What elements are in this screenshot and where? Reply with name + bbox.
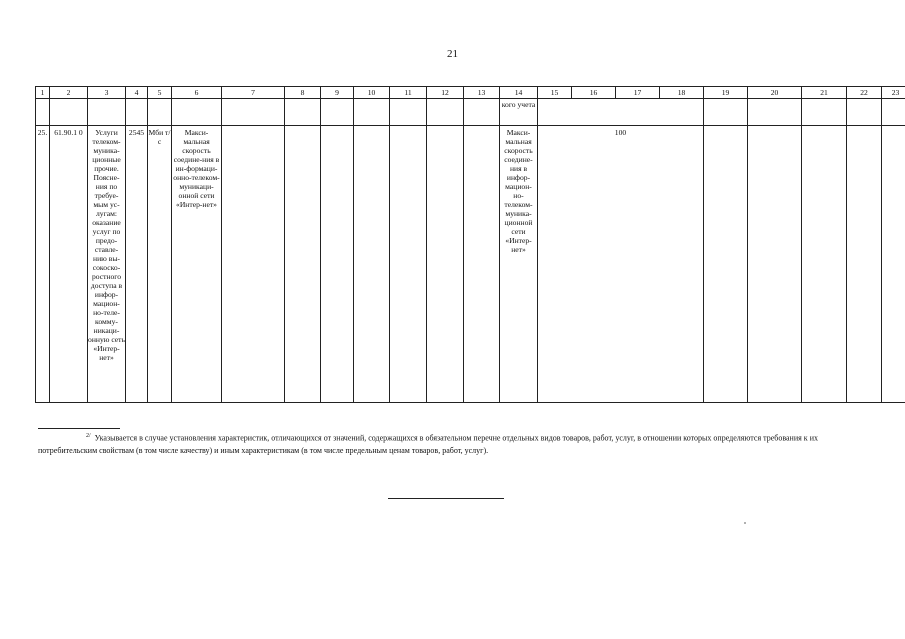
column-number-7: 7 (222, 87, 285, 99)
column-number-16: 16 (572, 87, 616, 99)
column-number-13: 13 (464, 87, 500, 99)
continuation-row (36, 99, 905, 126)
column-number-21: 21 (802, 87, 847, 99)
cell-unit-code: 2545 (126, 126, 148, 403)
column-number-row (36, 87, 905, 99)
scan-dot (744, 522, 746, 524)
column-number-15: 15 (538, 87, 572, 99)
column-number-18: 18 (660, 87, 704, 99)
column-number-20: 20 (748, 87, 802, 99)
table-row (36, 126, 905, 403)
end-line (388, 498, 504, 499)
column-number-4: 4 (126, 87, 148, 99)
cell-characteristic: Макси-мальная скорость соедине-ния в ин-формаци-онно-телеком-муникаци-онной сети «Интер-нет» (172, 126, 222, 403)
column-number-14: 14 (500, 87, 538, 99)
cell-value: 100 (538, 126, 704, 403)
page-number: 21 (447, 48, 458, 60)
column-number-3: 3 (88, 87, 126, 99)
footnote-separator (38, 428, 120, 429)
footnote-mark: 2/ (86, 433, 91, 439)
column-number-5: 5 (148, 87, 172, 99)
column-number-17: 17 (616, 87, 660, 99)
column-number-8: 8 (285, 87, 321, 99)
cell-service-name: Услуги телеком-муника-ционные прочие. Поясне-ния по требуе-мым ус-лугам: оказание услуг по предо-ставле-нию вы-сокоско-ростного доступа в инфор-мацион-но-теле-комму-никаци-онную сеть «Интер-нет» (88, 126, 126, 403)
cell-col14-continued: кого учета (500, 99, 538, 126)
column-number-19: 19 (704, 87, 748, 99)
footnote-text: Указывается в случае установления характеристик, отличающихся от значений, содержащихся в обязательном перечне отдельных видов товаров, работ, услуг, в отношении которых определяются требования к их потребительским свойствам (в том числе качеству) и иным характеристикам (в том числе предельным ценам товаров, работ, услуг). (38, 433, 818, 455)
column-number-2: 2 (50, 87, 88, 99)
column-number-1: 1 (36, 87, 50, 99)
cell-characteristic-approved: Макси-мальная скорость соедине-ния в инфор-мацион-но-телеком-муника-ционной сети «Интер-нет» (500, 126, 538, 403)
column-number-22: 22 (847, 87, 882, 99)
column-number-6: 6 (172, 87, 222, 99)
column-number-12: 12 (427, 87, 464, 99)
cell-okpd2-code: 61.90.1 0 (50, 126, 88, 403)
column-number-11: 11 (390, 87, 427, 99)
cell-unit-name: Мби т/с (148, 126, 172, 403)
cell-row-number: 25. (36, 126, 50, 403)
column-number-23: 23 (882, 87, 905, 99)
requirements-table (35, 86, 905, 403)
footnote (38, 430, 878, 457)
column-number-10: 10 (354, 87, 390, 99)
column-number-9: 9 (321, 87, 354, 99)
